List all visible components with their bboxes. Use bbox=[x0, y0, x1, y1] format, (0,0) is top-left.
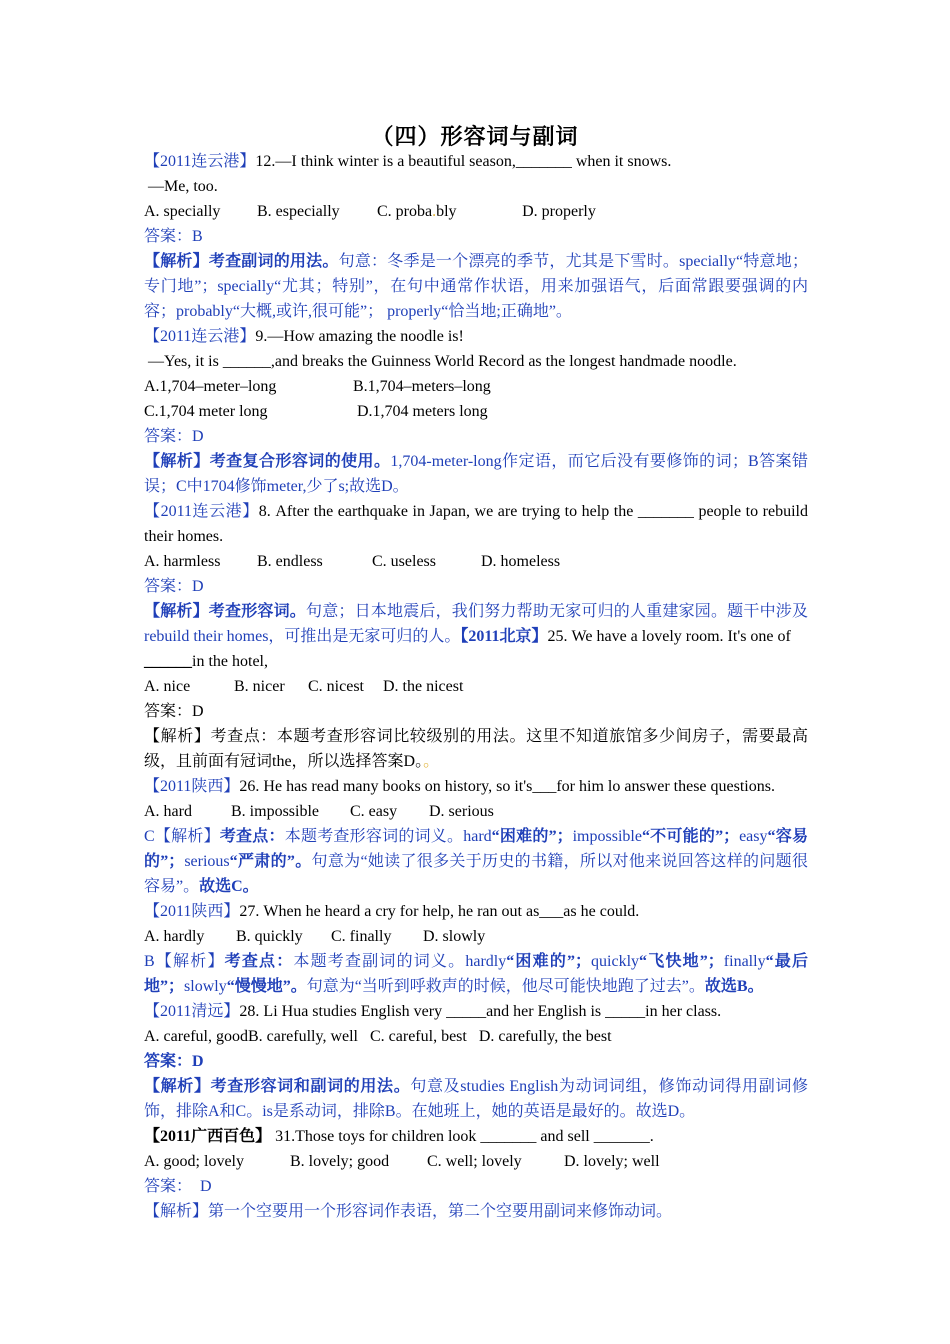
question-reply: —Yes, it is ______,and breaks the Guinness World Record as the longest handmade noodle. bbox=[144, 353, 737, 370]
explanation-bold: 故选B。 bbox=[704, 978, 764, 995]
option-c: C. careful, best bbox=[370, 1028, 467, 1045]
question-4-stem: 25. We have a lovely room. It's one of bbox=[547, 628, 791, 645]
explanation-body: 本题考查形容词比较级别的用法。这里不知道旅馆多少间房子，需要最高级，且前面有冠词the，所以选择答案D。 bbox=[144, 728, 808, 770]
explanation bbox=[144, 724, 808, 774]
option-b: B. nicer bbox=[234, 678, 285, 695]
question-source: 【2011连云港】 bbox=[144, 503, 259, 520]
explanation-head: 【解析】 bbox=[144, 1203, 209, 1220]
question-source: 【2011连云港】 bbox=[144, 328, 256, 345]
question-stem: 31.Those toys for children look _______ and sell _______. bbox=[271, 1128, 654, 1145]
question-4-source: 【2011北京】 bbox=[460, 628, 548, 645]
stray-dot: . bbox=[432, 203, 437, 220]
question-source: 【2011连云港】 bbox=[144, 153, 256, 170]
explanation-bold: “严肃的”。 bbox=[229, 853, 312, 870]
explanation-body: 句意；日本地震后，我们努力帮助无家可归的人重建家园。题干中涉及rebuild their homes，可推出是无家可归的人。 bbox=[144, 603, 808, 645]
explanation-text: easy bbox=[739, 828, 768, 845]
option-c-part1: C. proba bbox=[377, 203, 433, 220]
question-stem-end: in the hotel, bbox=[192, 653, 268, 670]
question-blank: ___ bbox=[532, 778, 557, 795]
explanation-prefix: B【解析】 bbox=[144, 953, 225, 970]
option-c-part2: bly bbox=[436, 203, 457, 220]
option-c: C.1,704 meter long bbox=[144, 403, 268, 420]
answer: 答案：D bbox=[144, 578, 204, 595]
question-7 bbox=[144, 999, 808, 1024]
explanation-text: impossible bbox=[572, 828, 642, 845]
question-blank: ______ bbox=[144, 653, 192, 670]
question-stem: 26. He has read many books on history, so it's bbox=[239, 778, 533, 795]
explanation-head: 【解析】考查副词的用法。 bbox=[144, 253, 339, 270]
explanation-bold: “不可能的”； bbox=[641, 828, 740, 845]
explanation-body: 句意及studies English为动词词组，修饰动词得用副词修饰，排除A和C。is是系动词，排除B。在她班上，她的英语是最好的。故选D。 bbox=[144, 1078, 808, 1120]
question-5 bbox=[144, 774, 808, 799]
question-stem-end: for him lo answer these questions. bbox=[556, 778, 775, 795]
explanation-body: 1,704-meter-long作定语，而它后没有要修饰的词；B答案错误；C中1704修饰meter,少了s;故选D。 bbox=[144, 453, 808, 495]
explanation-text: 句意为“当听到呼救声的时候，他尽可能快地跑了过去”。 bbox=[306, 978, 705, 995]
question-8 bbox=[144, 1124, 808, 1149]
option-a: A. harmless bbox=[144, 553, 221, 570]
question-4-continued bbox=[144, 649, 808, 674]
option-a: A. specially bbox=[144, 203, 221, 220]
explanation-text: serious bbox=[184, 853, 230, 870]
answer: 答案： D bbox=[144, 1178, 212, 1195]
question-stem: 12.—I think winter is a beautiful season,_______ when it snows. bbox=[255, 153, 672, 170]
option-a: A.1,704–meter–long bbox=[144, 378, 277, 395]
explanation-bold: “困难的”； bbox=[491, 828, 573, 845]
option-b: B. especially bbox=[257, 203, 340, 220]
option-a: A. hard bbox=[144, 803, 192, 820]
option-d: D. lovely; well bbox=[564, 1153, 660, 1170]
option-gap bbox=[358, 1024, 370, 1049]
stray-dot: 。 bbox=[423, 753, 440, 770]
option-gap bbox=[467, 1024, 479, 1049]
explanation-bold: “慢慢地”。 bbox=[226, 978, 307, 995]
option-a: A. good; lovely bbox=[144, 1153, 244, 1170]
explanation-bold: “容易的”； bbox=[144, 828, 808, 870]
option-c: C. finally bbox=[331, 928, 392, 945]
explanation bbox=[144, 449, 808, 499]
question-reply: —Me, too. bbox=[144, 178, 218, 195]
question-stem: 28. Li Hua studies English very _____and her English is _____in her class. bbox=[239, 1003, 722, 1020]
options bbox=[144, 924, 808, 949]
question-2 bbox=[144, 324, 808, 349]
explanation-head: 【解析】考查形容词和副词的用法。 bbox=[144, 1078, 411, 1095]
options bbox=[144, 1149, 808, 1174]
option-c: C. useless bbox=[372, 553, 436, 570]
question-stem-end: as he could. bbox=[563, 903, 640, 920]
options-row-1 bbox=[144, 374, 808, 399]
option-b: B. impossible bbox=[231, 803, 320, 820]
explanation-text: quickly bbox=[591, 953, 640, 970]
question-source: 【2011陕西】 bbox=[144, 903, 240, 920]
explanation-bold: 故选C。 bbox=[199, 878, 259, 895]
explanation bbox=[144, 1199, 808, 1224]
question-6 bbox=[144, 899, 808, 924]
explanation-head-text: 【解析】考查点： bbox=[144, 728, 277, 745]
options bbox=[144, 549, 808, 574]
answer: 答案：D bbox=[144, 1053, 204, 1070]
option-b: B. quickly bbox=[236, 928, 303, 945]
page-title: （四）形容词与副词 bbox=[371, 124, 579, 150]
answer: 答案：B bbox=[144, 228, 203, 245]
explanation-body: 句意：冬季是一个漂亮的季节，尤其是下雪时。specially“特意地；专门地”；specially“尤其；特别”，在句中通常作状语，用来加强语气，后面常跟要强调的内容；probably“大概,或许,很可能”； properly“恰当地;正确地”。 bbox=[144, 253, 808, 320]
explanation-prefix: C【解析】 bbox=[144, 828, 220, 845]
explanation-head: 考查点： bbox=[224, 953, 294, 970]
explanation-body: 第一个空要用一个形容词作表语，第二个空要用副词来修饰动词。 bbox=[208, 1203, 673, 1220]
option-a: A. careful, good bbox=[144, 1028, 248, 1045]
option-d: D. slowly bbox=[423, 928, 486, 945]
explanation-text: 本题考查形容词的词义。hard bbox=[284, 828, 492, 845]
explanation-head: 考查点： bbox=[219, 828, 285, 845]
explanation-head bbox=[144, 728, 277, 745]
options bbox=[144, 674, 808, 699]
option-b: B. carefully, well bbox=[247, 1028, 358, 1045]
explanation-head: 【解析】考查复合形容词的使用。 bbox=[144, 453, 391, 470]
explanation bbox=[144, 1074, 808, 1124]
question-source: 【2011陕西】 bbox=[144, 778, 240, 795]
explanation-text: finally bbox=[723, 953, 766, 970]
document-body bbox=[144, 149, 808, 1224]
option-c: C. easy bbox=[350, 803, 398, 820]
question-1 bbox=[144, 149, 808, 174]
options bbox=[144, 1024, 808, 1049]
question-3 bbox=[144, 499, 808, 549]
option-d: D. homeless bbox=[481, 553, 561, 570]
option-a: A. hardly bbox=[144, 928, 205, 945]
explanation-bold: “困难的”； bbox=[506, 953, 592, 970]
option-d: D. properly bbox=[522, 203, 596, 220]
option-d: D.1,704 meters long bbox=[357, 403, 488, 420]
options bbox=[144, 199, 808, 224]
explanation-text: 本题考查副词的词义。hardly bbox=[293, 953, 507, 970]
question-source: 【2011清远】 bbox=[144, 1003, 240, 1020]
answer: 答案：D bbox=[144, 428, 204, 445]
answer: 答案：D bbox=[144, 703, 204, 720]
explanation-text: 句意为“她读了很多关于历史的书籍，所以对他来说回答这样的问题很容易”。 bbox=[144, 853, 808, 895]
question-source: 【2011广西百色】 bbox=[144, 1128, 272, 1145]
option-c: C. well; lovely bbox=[427, 1153, 522, 1170]
explanation-bold: “最后地”； bbox=[144, 953, 808, 995]
explanation bbox=[144, 949, 808, 999]
option-a: A. nice bbox=[144, 678, 191, 695]
question-stem: 8. After the earthquake in Japan, we are trying to help the _______ people to rebuild their homes. bbox=[144, 503, 808, 545]
question-stem: 9.—How amazing the noodle is! bbox=[255, 328, 464, 345]
options-row-2 bbox=[144, 399, 808, 424]
option-b: B. endless bbox=[257, 553, 323, 570]
explanation bbox=[144, 249, 808, 324]
option-d: D. carefully, the best bbox=[478, 1028, 612, 1045]
option-d: D. serious bbox=[429, 803, 494, 820]
option-d: D. the nicest bbox=[383, 678, 464, 695]
explanation bbox=[144, 824, 808, 899]
question-stem: 27. When he heard a cry for help, he ran out as bbox=[239, 903, 540, 920]
option-b: B. lovely; good bbox=[290, 1153, 390, 1170]
options bbox=[144, 799, 808, 824]
explanation-bold: “飞快地”； bbox=[639, 953, 724, 970]
explanation-head: 【解析】考查形容词。 bbox=[144, 603, 306, 620]
explanation bbox=[144, 599, 808, 649]
question-blank: ___ bbox=[539, 903, 564, 920]
explanation-text: slowly bbox=[184, 978, 227, 995]
option-c: C. nicest bbox=[308, 678, 364, 695]
option-b: B.1,704–meters–long bbox=[353, 378, 491, 395]
